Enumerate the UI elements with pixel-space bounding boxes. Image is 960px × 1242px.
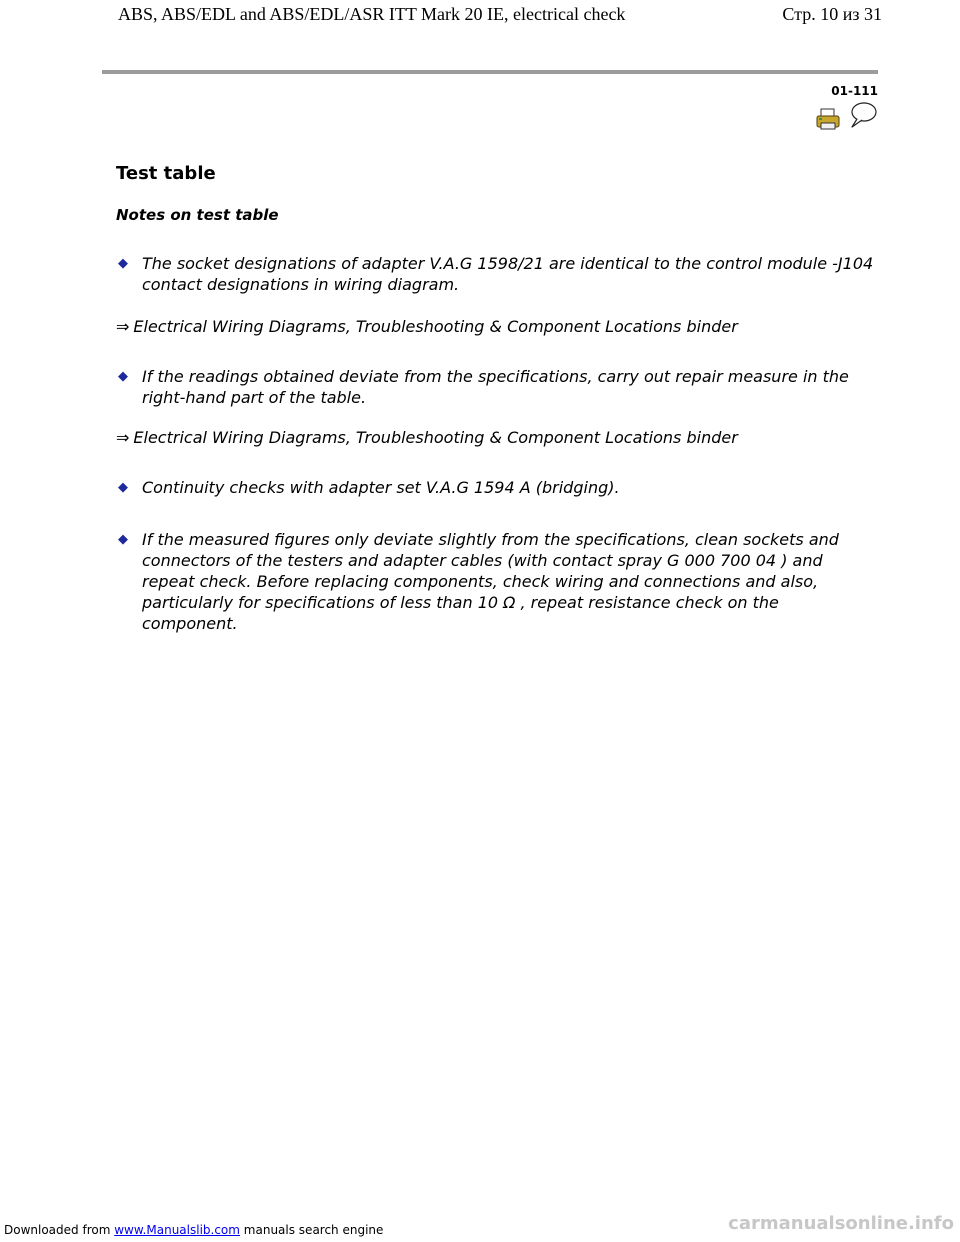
page-number: 01-111 xyxy=(831,84,878,98)
note-item: ◆ If the readings obtained deviate from the specifications, carry out repair measure in the right-hand part of the table. xyxy=(118,367,849,407)
note-item: ◆ The socket designations of adapter V.A.G 1598/21 are identical to the control module -J104 contact designations in wiring diagram. xyxy=(118,254,874,294)
section-title: Test table xyxy=(116,163,216,184)
note-item: ◆ Continuity checks with adapter set V.A.G 1594 A (bridging). xyxy=(118,478,620,497)
arrow-right-icon: ⇒ xyxy=(116,317,130,336)
diamond-bullet-icon: ◆ xyxy=(118,532,128,547)
watermark-logo: carmanualsonline.info xyxy=(728,1213,954,1234)
printer-icon[interactable] xyxy=(816,108,840,130)
reference-link[interactable]: ⇒ Electrical Wiring Diagrams, Troubleshooting & Component Locations binder xyxy=(116,317,738,336)
document-title: ABS, ABS/EDL and ABS/EDL/ASR ITT Mark 20 IE, electrical check xyxy=(118,4,626,24)
speech-bubble-icon[interactable] xyxy=(848,101,878,129)
diamond-bullet-icon: ◆ xyxy=(118,369,128,384)
diamond-bullet-icon: ◆ xyxy=(118,256,128,271)
diamond-bullet-icon: ◆ xyxy=(118,480,128,495)
section-subtitle: Notes on test table xyxy=(116,206,279,224)
reference-link[interactable]: ⇒ Electrical Wiring Diagrams, Troubleshooting & Component Locations binder xyxy=(116,428,738,447)
arrow-right-icon: ⇒ xyxy=(116,428,130,447)
page-counter: Стр. 10 из 31 xyxy=(782,4,882,24)
note-item: ◆ If the measured figures only deviate slightly from the specifications, clean sockets and connectors of the testers and adapter cables (with contact spray G 000 700 04 ) and repeat check. Before replacing components, check wiring and connections and also, particularly for specifications of less than 10 Ω , repeat resistance check on the component. xyxy=(118,530,839,633)
manualslib-link[interactable]: www.Manualslib.com xyxy=(114,1223,240,1237)
footer-source: Downloaded from www.Manualslib.com manuals search engine xyxy=(4,1223,384,1237)
header-rule xyxy=(102,70,878,74)
